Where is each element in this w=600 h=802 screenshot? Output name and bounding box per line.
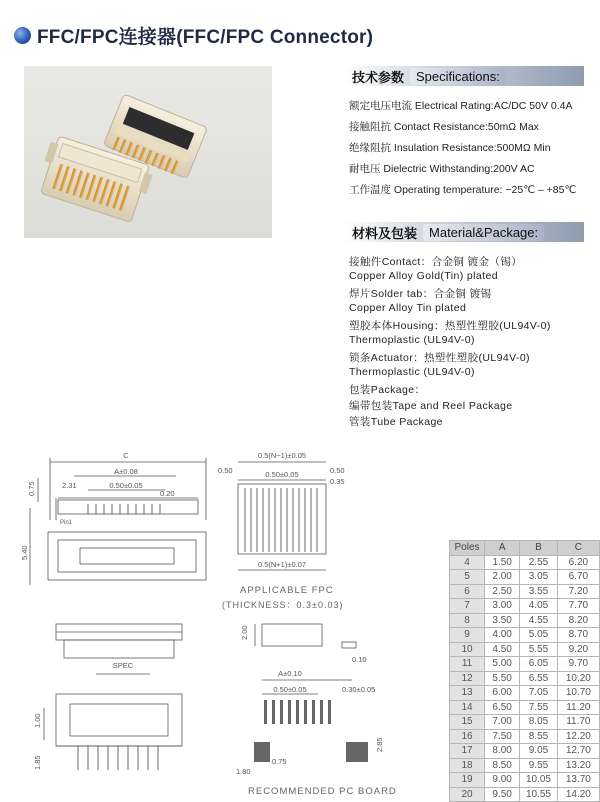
table-cell: 7 [450, 599, 485, 614]
pcb-180: 1.80 [236, 767, 251, 776]
table-row [450, 555, 600, 570]
table-row [450, 744, 600, 759]
table-cell: 7.70 [557, 599, 599, 614]
table-cell: 8.05 [520, 715, 557, 730]
table-cell: 13.20 [557, 758, 599, 773]
table-cell: 4.55 [520, 613, 557, 628]
specifications-heading-en: Specifications: [410, 68, 506, 85]
page-title: FFC/FPC连接器(FFC/FPC Connector) [37, 27, 374, 48]
spec-line: 接触阻抗 Contact Resistance:50mΩ Max [349, 121, 539, 133]
table-cell: 11.70 [557, 715, 599, 730]
table-cell: 9.55 [520, 758, 557, 773]
header-c: C [557, 541, 599, 556]
table-cell: 5 [450, 570, 485, 585]
table-cell: 6.50 [485, 700, 520, 715]
table-row [450, 613, 600, 628]
pcb-030: 0.30±0.05 [342, 685, 376, 694]
thickness-caption: (THICKNESS：0.3±0.03) [222, 600, 344, 610]
top-view-drawing [30, 458, 206, 585]
table-cell: 6.05 [520, 657, 557, 672]
material-line: 焊片Solder tab：合金铜 镀锡 [349, 288, 492, 300]
fpc-050b: 0.50 [330, 466, 345, 475]
material-line: 锁条Actuator：热塑性塑胶(UL94V-0) [349, 352, 530, 364]
material-line: 塑胶本体Housing：热塑性塑胶(UL94V-0) [349, 320, 551, 332]
table-cell: 8.20 [557, 613, 599, 628]
table-row [450, 758, 600, 773]
table-cell: 11.20 [557, 700, 599, 715]
table-cell: 6.70 [557, 570, 599, 585]
table-cell: 14.20 [557, 787, 599, 802]
table-cell: 4 [450, 555, 485, 570]
dim-075: 0.75 [27, 481, 36, 496]
table-row [450, 570, 600, 585]
fpc-050a: 0.50 [218, 466, 233, 475]
table-cell: 7.05 [520, 686, 557, 701]
header-b: B [520, 541, 557, 556]
table-cell: 8.70 [557, 628, 599, 643]
coplanarity: 0.10 [352, 655, 367, 664]
bottom-view-drawing [44, 694, 182, 770]
table-cell: 3.55 [520, 584, 557, 599]
dim-231: 2.31 [62, 481, 77, 490]
bottom-185: 1.85 [33, 755, 42, 770]
table-cell: 8.55 [520, 729, 557, 744]
table-cell: 19 [450, 773, 485, 788]
table-row [450, 787, 600, 802]
table-cell: 5.50 [485, 671, 520, 686]
dim-a: A±0.08 [114, 467, 138, 476]
table-row [450, 584, 600, 599]
pin1-label: Pin1 [60, 520, 73, 526]
table-row [450, 628, 600, 643]
spec-line: 额定电压电流 Electrical Rating:AC/DC 50V 0.4A [349, 100, 573, 112]
material-line: Thermoplastic (UL94V-0) [349, 366, 475, 378]
table-header-row [450, 541, 600, 556]
table-cell: 8 [450, 613, 485, 628]
table-cell: 9.05 [520, 744, 557, 759]
table-cell: 6.20 [557, 555, 599, 570]
table-row [450, 671, 600, 686]
table-cell: 18 [450, 758, 485, 773]
material-line: 编带包装Tape and Reel Package [349, 400, 513, 412]
bottom-100: 1.00 [33, 713, 42, 728]
material-line: Copper Alloy Tin plated [349, 302, 467, 314]
table-cell: 3.50 [485, 613, 520, 628]
table-cell: 20 [450, 787, 485, 802]
table-cell: 7.20 [557, 584, 599, 599]
fpc-bottom-dim: 0.5(N+1)±0.07 [257, 560, 307, 569]
spec-line: 耐电压 Dielectric Withstanding:200V AC [349, 163, 535, 175]
material-line: 接触件Contact：合金铜 镀金（锡） [349, 256, 523, 268]
table-cell: 9 [450, 628, 485, 643]
table-cell: 10.70 [557, 686, 599, 701]
table-cell: 3.00 [485, 599, 520, 614]
table-cell: 2.55 [520, 555, 557, 570]
table-cell: 2.00 [485, 570, 520, 585]
table-cell: 15 [450, 715, 485, 730]
material-heading-cn: 材料及包装 [352, 225, 418, 241]
table-cell: 6.00 [485, 686, 520, 701]
material-line: 管装Tube Package [349, 416, 443, 428]
table-cell: 9.50 [485, 787, 520, 802]
header-a: A [485, 541, 520, 556]
table-cell: 10.20 [557, 671, 599, 686]
table-cell: 12 [450, 671, 485, 686]
dim-c: C [123, 451, 129, 460]
table-cell: 7.00 [485, 715, 520, 730]
applicable-fpc-caption: APPLICABLE FPC [240, 585, 334, 596]
table-cell: 7.55 [520, 700, 557, 715]
side-200: 2.00 [240, 625, 249, 640]
table-cell: 1.50 [485, 555, 520, 570]
table-cell: 10.55 [520, 787, 557, 802]
table-cell: 7.50 [485, 729, 520, 744]
dim-540: 5.40 [20, 545, 29, 560]
table-body [450, 555, 600, 802]
table-cell: 10.05 [520, 773, 557, 788]
front-spec-label: SPEC [112, 661, 134, 670]
table-cell: 9.70 [557, 657, 599, 672]
fpc-top-dim: 0.5(N−1)±0.05 [257, 451, 307, 460]
table-cell: 11 [450, 657, 485, 672]
pcb-a: A±0.10 [278, 669, 302, 678]
material-line: 包装Package： [349, 384, 426, 396]
material-heading-en: Material&Package: [423, 224, 544, 241]
pcb-075: 0.75 [272, 757, 287, 766]
table-cell: 4.05 [520, 599, 557, 614]
table-cell: 17 [450, 744, 485, 759]
table-cell: 4.00 [485, 628, 520, 643]
table-row [450, 599, 600, 614]
spec-line: 工作温度 Operating temperature: −25℃ – +85℃ [349, 184, 577, 196]
table-row [450, 700, 600, 715]
table-cell: 13 [450, 686, 485, 701]
pin-dimension-table [449, 540, 600, 802]
specifications-heading-cn: 技术参数 [352, 69, 405, 85]
dim-pitch: 0.50±0.05 [109, 481, 143, 490]
table-cell: 13.70 [557, 773, 599, 788]
table-cell: 16 [450, 729, 485, 744]
table-cell: 12.20 [557, 729, 599, 744]
table-cell: 5.55 [520, 642, 557, 657]
table-cell: 10 [450, 642, 485, 657]
table-cell: 6.55 [520, 671, 557, 686]
table-cell: 9.20 [557, 642, 599, 657]
fpc-pitch: 0.50±0.05 [265, 470, 299, 479]
table-cell: 6 [450, 584, 485, 599]
side-view-drawing [255, 624, 356, 648]
dim-020: 0.20 [160, 489, 175, 498]
recommended-board-caption: RECOMMENDED PC BOARD [248, 786, 397, 797]
table-row [450, 715, 600, 730]
table-row [450, 686, 600, 701]
table-cell: 8.00 [485, 744, 520, 759]
material-line: Copper Alloy Gold(Tin) plated [349, 270, 498, 282]
table-row [450, 657, 600, 672]
table-row [450, 729, 600, 744]
spec-line: 绝缘阻抗 Insulation Resistance:500MΩ Min [349, 142, 551, 154]
table-row [450, 773, 600, 788]
table-row [450, 642, 600, 657]
pcb-pitch: 0.50±0.05 [273, 685, 307, 694]
table-cell: 5.05 [520, 628, 557, 643]
table-cell: 4.50 [485, 642, 520, 657]
material-line: Thermoplastic (UL94V-0) [349, 334, 475, 346]
table-cell: 9.00 [485, 773, 520, 788]
table-cell: 8.50 [485, 758, 520, 773]
table-cell: 14 [450, 700, 485, 715]
pcb-285: 2.85 [375, 737, 384, 752]
table-cell: 12.70 [557, 744, 599, 759]
table-cell: 3.05 [520, 570, 557, 585]
table-cell: 2.50 [485, 584, 520, 599]
table-cell: 5.00 [485, 657, 520, 672]
fpc-035: 0.35 [330, 477, 345, 486]
header-poles: Poles [450, 541, 485, 556]
